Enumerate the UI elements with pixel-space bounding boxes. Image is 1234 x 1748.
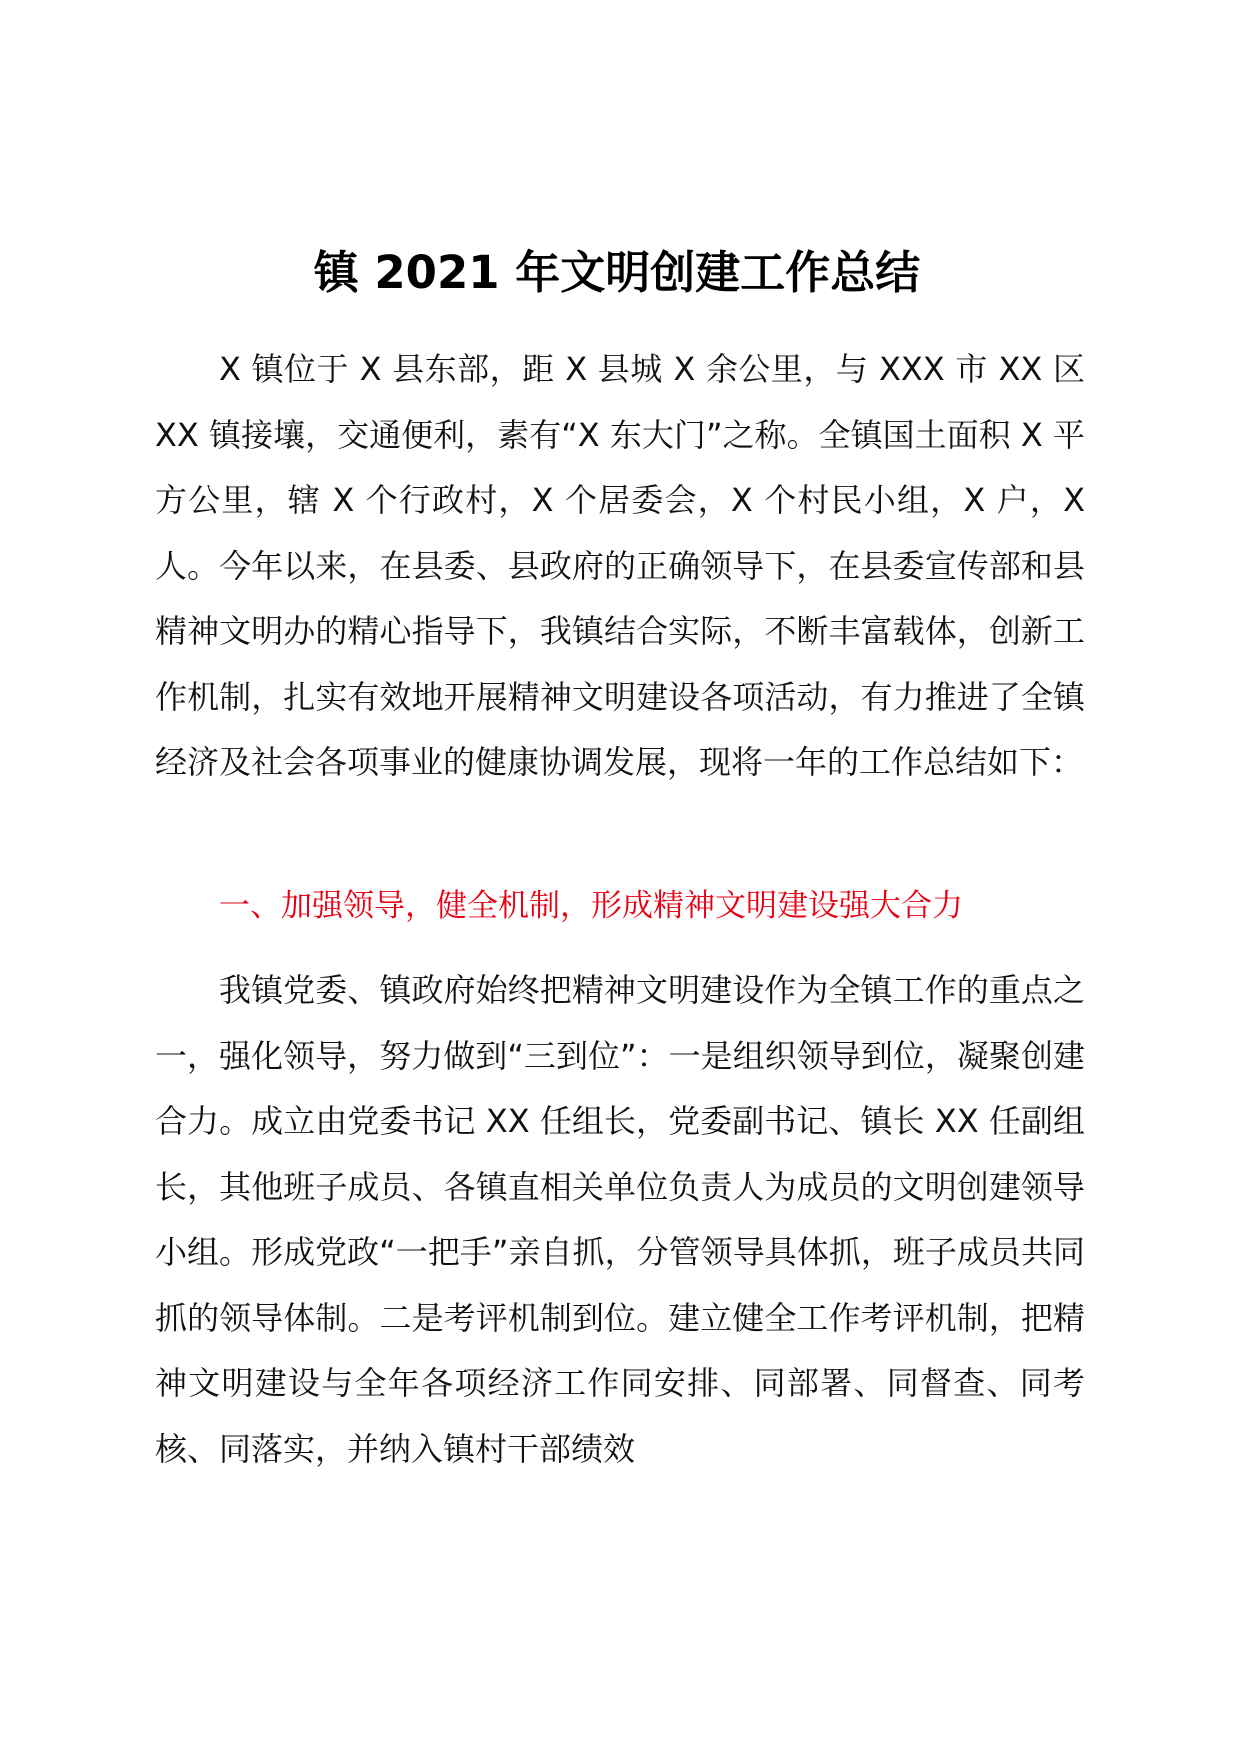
- section-paragraph: 我镇党委、镇政府始终把精神文明建设作为全镇工作的重点之一，强化领导，努力做到“三到位”：一是组织领导到位，凝聚创建合力。成立由党委书记 XX 任组长，党委副书记、镇长 XX 任副组长，其他班子成员、各镇直相关单位负责人为成员的文明创建领导小组。形成党政“一把手”亲自抓，分管领导具体抓，班子成员共同抓的领导体制。二是考评机制到位。建立健全工作考评机制，把精神文明建设与全年各项经济工作同安排、同部署、同督查、同考核、同落实，并纳入镇村干部绩效: [155, 971, 1085, 1468]
- section-heading: 一、加强领导，健全机制，形成精神文明建设强大合力: [219, 888, 963, 924]
- document-title: 镇 2021 年文明创建工作总结: [313, 246, 921, 299]
- intro-paragraph: X 镇位于 X 县东部，距 X 县城 X 余公里，与 XXX 市 XX 区 XX 镇接壤，交通便利，素有“X 东大门”之称。全镇国土面积 X 平方公里，辖 X 个行政村，X 个居委会，X 个村民小组，X 户，X 人。今年以来，在县委、县政府的正确领导下，在县委宣传部和县精神文明办的精心指导下，我镇结合实际，不断丰富载体，创新工作机制，扎实有效地开展精神文明建设各项活动，有力推进了全镇经济及社会各项事业的健康协调发展，现将一年的工作总结如下：: [155, 350, 1085, 781]
